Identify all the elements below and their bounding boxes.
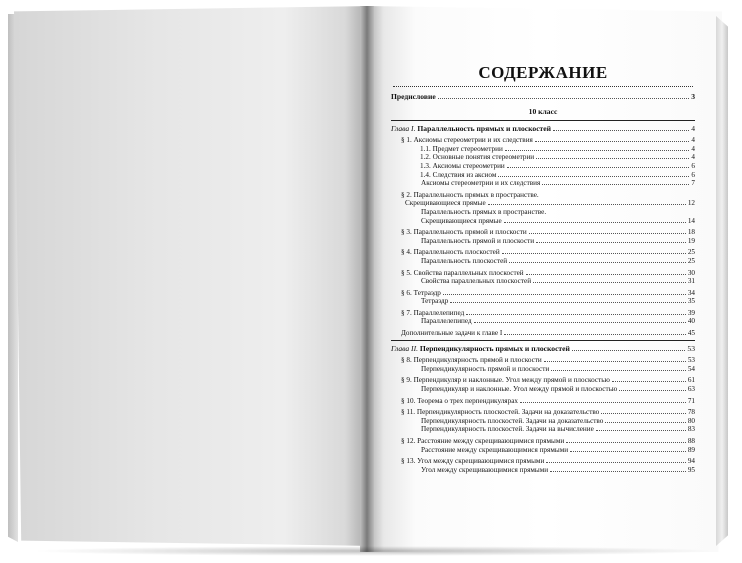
toc-entry-page: 40 bbox=[687, 317, 695, 326]
toc-entry bbox=[391, 397, 695, 406]
toc-entry-text: 1.4. Следствия из аксиом bbox=[420, 170, 497, 179]
chapter-number: Глава II. bbox=[391, 343, 420, 353]
toc-entry-page: 12 bbox=[687, 199, 695, 208]
toc-entry-text: Перпендикулярность плоскостей. Задачи на доказательство bbox=[421, 416, 604, 425]
toc-entry bbox=[391, 136, 695, 145]
toc-entry-text: Параллелепипед bbox=[421, 317, 472, 326]
toc-entry-page: 61 bbox=[687, 376, 695, 385]
toc-entry bbox=[391, 162, 695, 171]
dot-leader bbox=[550, 471, 686, 472]
toc-entry-page: 30 bbox=[687, 268, 695, 277]
toc-entry-page: 25 bbox=[687, 256, 695, 265]
toc-entry-text: § 13. Угол между скрещивающимися прямыми bbox=[401, 457, 545, 466]
toc-entry bbox=[391, 228, 695, 237]
toc-entry-page: 31 bbox=[687, 277, 695, 286]
dot-leader bbox=[612, 381, 686, 382]
toc-entry-text: Перпендикулярность прямой и плоскости bbox=[421, 364, 550, 373]
dot-leader bbox=[502, 253, 686, 254]
dot-leader bbox=[504, 334, 686, 335]
toc-entry-page: 4 bbox=[691, 136, 695, 145]
toc-entry-text: § 9. Перпендикуляр и наклонные. Угол между прямой и плоскостью bbox=[401, 376, 610, 385]
toc-entry-text: Скрещивающиеся прямые bbox=[421, 216, 502, 225]
toc-chapter-heading bbox=[391, 345, 695, 354]
toc-entry-page: 63 bbox=[687, 385, 695, 394]
toc-entry bbox=[391, 437, 695, 446]
toc-entry bbox=[391, 237, 695, 246]
toc-entry bbox=[391, 417, 695, 426]
toc-entry-text: 1.3. Аксиомы стереометрии bbox=[420, 161, 505, 170]
toc-entry bbox=[391, 191, 695, 200]
toc-entry bbox=[391, 179, 695, 188]
toc-entry-page: 71 bbox=[687, 396, 695, 405]
chapter-page: 4 bbox=[691, 123, 695, 133]
grade-divider bbox=[391, 120, 695, 121]
toc-entry bbox=[391, 446, 695, 455]
toc-title: СОДЕРЖАНИЕ bbox=[478, 63, 608, 82]
dot-leader bbox=[619, 390, 686, 391]
chapter-name: Перпендикулярность прямых и плоскостей bbox=[419, 343, 570, 353]
dot-leader bbox=[566, 442, 686, 443]
dot-leader bbox=[536, 242, 686, 243]
toc-entry bbox=[391, 217, 695, 226]
toc-entry bbox=[391, 425, 695, 434]
toc-entry-page: 14 bbox=[687, 216, 695, 225]
toc-entry bbox=[391, 376, 695, 385]
toc-entry-text: Параллельность плоскостей bbox=[421, 256, 508, 265]
toc-entry-page: 6 bbox=[691, 161, 695, 170]
toc-entry-page: 25 bbox=[687, 248, 695, 257]
dot-leader bbox=[529, 233, 686, 234]
toc-entry-page: 34 bbox=[687, 288, 695, 297]
dot-leader bbox=[438, 98, 690, 99]
toc-entry-text: § 12. Расстояние между скрещивающимися прямыми bbox=[401, 437, 565, 445]
toc-entry-page: 4 bbox=[691, 144, 695, 153]
dot-leader bbox=[535, 141, 690, 142]
toc-entry-text: Параллельность прямых в пространстве. bbox=[421, 207, 547, 216]
right-page-edge bbox=[716, 16, 728, 546]
toc-entry-page: 4 bbox=[691, 153, 695, 162]
toc-entry-text: Угол между скрещивающимися прямыми bbox=[421, 465, 549, 474]
dot-leader bbox=[596, 430, 686, 431]
toc-entry-page: 6 bbox=[691, 170, 695, 179]
toc-entry-text: 1.2. Основные понятия стереометрии bbox=[420, 153, 535, 162]
toc-entry-text: Аксиомы стереометрии и их следствия bbox=[421, 179, 541, 188]
chapter-title bbox=[391, 345, 570, 354]
toc-chapter-heading bbox=[391, 125, 695, 134]
toc-entry bbox=[391, 356, 695, 365]
toc-entry-page: 78 bbox=[687, 408, 695, 417]
toc-entry bbox=[391, 329, 695, 338]
toc-entry-text: § 1. Аксиомы стереометрии и их следствия bbox=[401, 136, 533, 145]
toc-entry bbox=[391, 248, 695, 257]
toc-entry bbox=[391, 257, 695, 266]
toc-entry-page: 94 bbox=[687, 457, 695, 466]
toc-entry-text: § 3. Параллельность прямой и плоскости bbox=[401, 228, 527, 237]
toc-entry bbox=[391, 199, 695, 208]
chapter-number: Глава I. bbox=[391, 123, 418, 133]
toc-entry-page: 39 bbox=[687, 308, 695, 317]
toc-entry-text: § 2. Параллельность прямых в пространстве. bbox=[401, 190, 539, 199]
dot-leader bbox=[509, 262, 686, 263]
dot-leader bbox=[546, 462, 685, 463]
toc-entry-text: § 10. Теорема о трех перпендикулярах bbox=[401, 396, 518, 405]
toc-entry-page: 18 bbox=[687, 228, 695, 237]
toc-entry-text: Перпендикулярность плоскостей. Задачи на вычисление bbox=[421, 425, 594, 434]
grade-heading: 10 класс bbox=[528, 106, 558, 116]
toc-entry bbox=[391, 297, 695, 306]
toc-entry bbox=[391, 153, 695, 162]
dot-leader bbox=[450, 302, 686, 303]
dot-leader bbox=[474, 322, 686, 323]
toc-entry-text: § 8. Перпендикулярность прямой и плоскости bbox=[401, 356, 542, 365]
toc-entry-text: Перпендикуляр и наклонные. Угол между прямой и плоскостью bbox=[421, 385, 618, 394]
dot-leader bbox=[544, 361, 686, 362]
toc-entry bbox=[391, 277, 695, 286]
dot-leader bbox=[504, 222, 686, 223]
toc-entry bbox=[391, 457, 695, 466]
dot-leader bbox=[572, 350, 685, 351]
dot-leader bbox=[498, 176, 689, 177]
toc-entry-page: 7 bbox=[691, 179, 695, 188]
toc-entry bbox=[391, 466, 695, 475]
toc-entry-text: Скрещивающиеся прямые bbox=[405, 199, 486, 208]
toc-entry bbox=[391, 317, 695, 326]
toc-entry bbox=[391, 208, 695, 217]
dot-leader bbox=[601, 413, 686, 414]
toc-entry-page: 45 bbox=[687, 329, 695, 338]
toc-entry bbox=[391, 289, 695, 298]
toc-entry-text: Параллельность прямой и плоскости bbox=[421, 236, 535, 245]
book-spine bbox=[360, 6, 374, 552]
dot-leader bbox=[533, 282, 686, 283]
toc-entry bbox=[391, 408, 695, 417]
toc-entry-page: 89 bbox=[687, 445, 695, 454]
chapter-name: Параллельность прямых и плоскостей bbox=[417, 123, 552, 133]
toc-entry-page: 35 bbox=[687, 297, 695, 306]
dot-leader bbox=[570, 451, 686, 452]
dot-leader bbox=[536, 158, 689, 159]
toc-entry bbox=[391, 171, 695, 180]
toc-entry-text: § 7. Параллелепипед bbox=[401, 308, 465, 317]
dot-leader bbox=[605, 422, 685, 423]
title-divider bbox=[393, 86, 693, 87]
toc-entry-page: 80 bbox=[687, 416, 695, 425]
chapter-list bbox=[391, 125, 695, 475]
toc-entry bbox=[391, 309, 695, 318]
toc-entry-text: Тетраэдр bbox=[421, 297, 449, 306]
dot-leader bbox=[526, 274, 686, 275]
dot-leader bbox=[505, 150, 690, 151]
dot-leader bbox=[553, 130, 689, 131]
toc-entry-text: Свойства параллельных плоскостей bbox=[421, 277, 532, 286]
toc-entry-page: 83 bbox=[687, 425, 695, 434]
dot-leader bbox=[466, 314, 686, 315]
table-of-contents bbox=[391, 60, 695, 474]
chapter-title bbox=[391, 125, 551, 134]
toc-entry-page: 19 bbox=[687, 236, 695, 245]
toc-entry-text: § 4. Параллельность плоскостей bbox=[401, 248, 500, 257]
toc-entry-page: 95 bbox=[687, 465, 695, 474]
toc-entry-text: Дополнительные задачи к главе I bbox=[401, 329, 503, 338]
toc-entry bbox=[391, 385, 695, 394]
toc-entry-preface bbox=[391, 93, 695, 102]
toc-entry-text: Предисловие bbox=[391, 92, 436, 101]
dot-leader bbox=[488, 204, 686, 205]
toc-entry-text: § 11. Перпендикулярность плоскостей. Задачи на доказательство bbox=[401, 408, 600, 417]
toc-entry-page: 3 bbox=[691, 92, 695, 101]
dot-leader bbox=[542, 184, 689, 185]
dot-leader bbox=[520, 402, 686, 403]
dot-leader bbox=[507, 167, 690, 168]
toc-entry bbox=[391, 145, 695, 154]
book-bottom-shadow bbox=[30, 546, 720, 556]
chapter-page: 53 bbox=[687, 343, 695, 353]
chapter-divider bbox=[391, 340, 695, 341]
toc-entry bbox=[391, 365, 695, 374]
toc-entry bbox=[391, 269, 695, 278]
dot-leader bbox=[443, 294, 686, 295]
toc-entry-page: 54 bbox=[687, 364, 695, 373]
toc-entry-text: § 5. Свойства параллельных плоскостей bbox=[401, 268, 524, 277]
toc-entry-page: 53 bbox=[687, 356, 695, 365]
left-page bbox=[14, 6, 374, 546]
toc-entry-page: 88 bbox=[687, 437, 695, 445]
toc-entry-text: 1.1. Предмет стереометрии bbox=[420, 144, 503, 153]
toc-entry-text: Расстояние между скрещивающимися прямыми bbox=[421, 445, 569, 454]
dot-leader bbox=[551, 370, 686, 371]
toc-entry-text: § 6. Тетраэдр bbox=[401, 288, 441, 297]
